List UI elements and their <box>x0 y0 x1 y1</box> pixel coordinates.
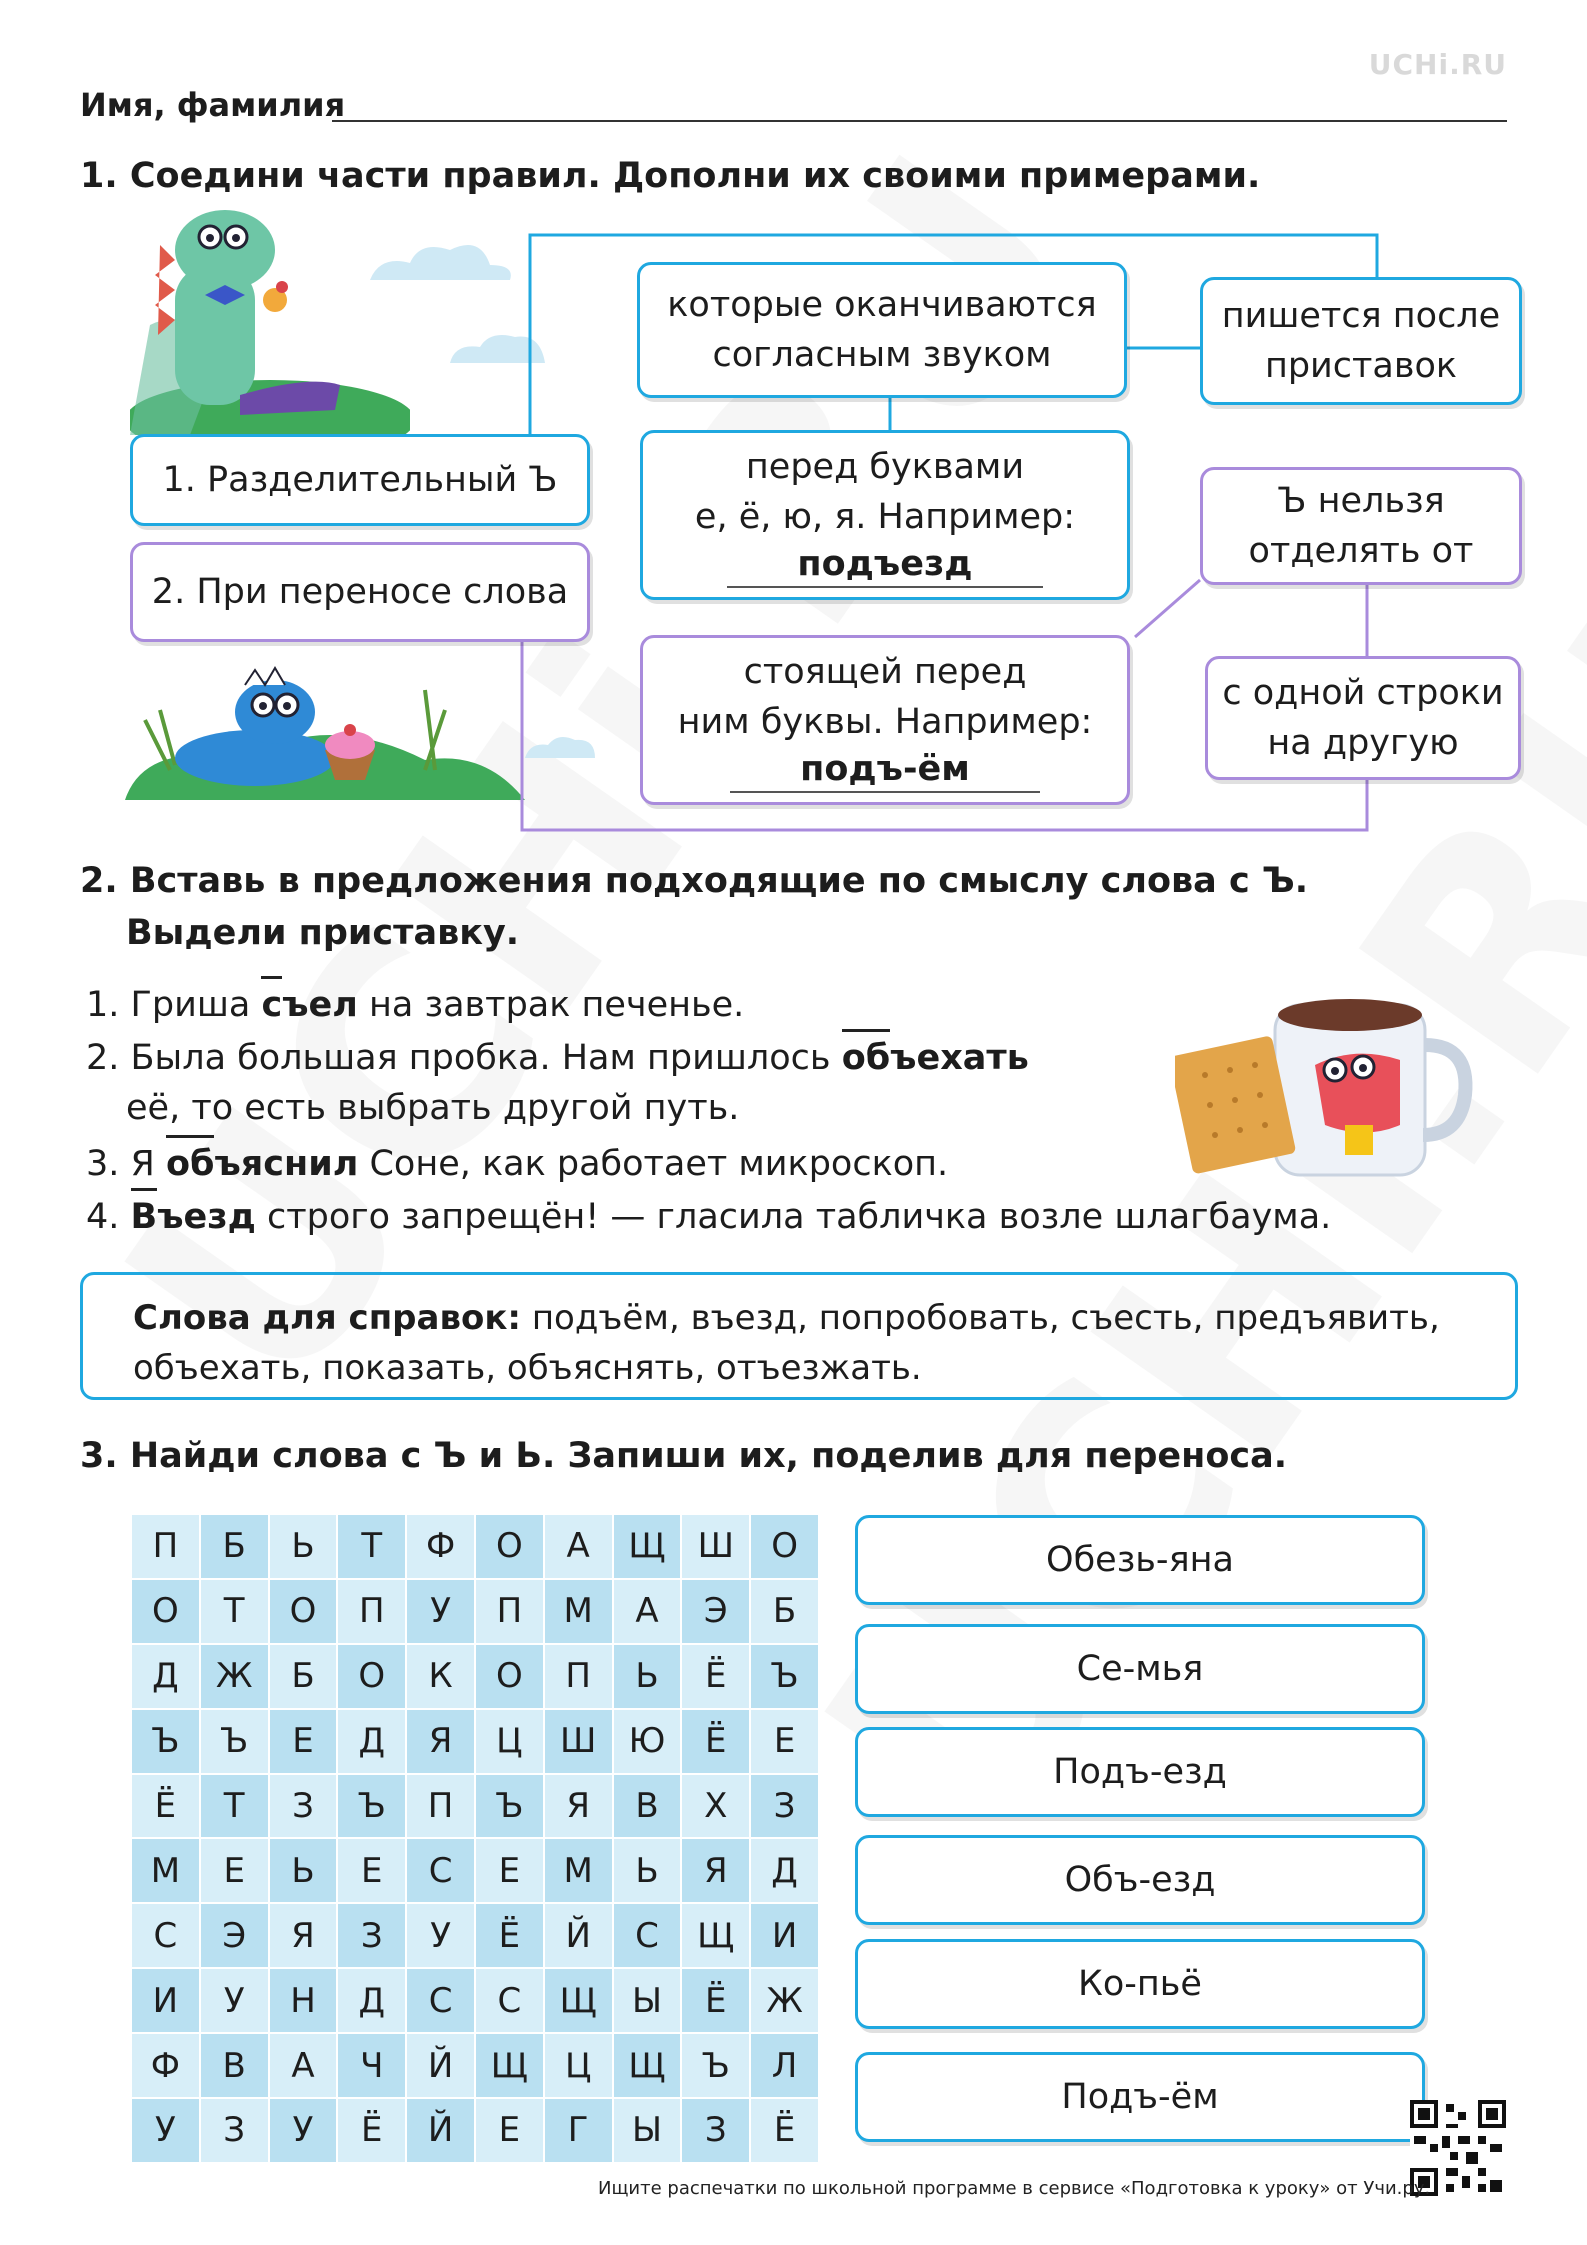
answer-text: Подъ-ём <box>1061 2077 1219 2117</box>
grid-cell[interactable]: Ь <box>269 1514 338 1579</box>
box-text: с одной строки <box>1222 673 1504 713</box>
grid-cell[interactable]: Ё <box>681 1968 750 2033</box>
grid-cell[interactable]: Щ <box>613 1514 682 1579</box>
grid-row <box>131 1838 819 1903</box>
grid-cell[interactable]: Ь <box>613 1644 682 1709</box>
prefix-mark: В <box>131 1188 158 1244</box>
grid-cell[interactable]: Т <box>200 1579 269 1644</box>
grid-row <box>131 2033 819 2098</box>
answer-box[interactable] <box>855 1515 1425 1605</box>
filled-word <box>131 1197 256 1237</box>
box-text: е, ё, ю, я. Например: <box>694 497 1076 537</box>
grid-cell[interactable]: Н <box>269 1968 338 2033</box>
grid-cell[interactable]: Ё <box>681 1644 750 1709</box>
grid-cell[interactable]: Щ <box>613 2033 682 2098</box>
grid-cell[interactable]: Ц <box>544 2033 613 2098</box>
grid-row <box>131 1903 819 1968</box>
box-text: приставок <box>1264 346 1458 386</box>
grid-cell[interactable]: Я <box>544 1774 613 1839</box>
sentence-number: 1. <box>86 985 120 1025</box>
grid-row <box>131 1709 819 1774</box>
grid-cell[interactable]: У <box>406 1903 475 1968</box>
rule-part-after-prefixes[interactable] <box>1200 277 1522 405</box>
grid-cell[interactable]: Ъ <box>131 1709 200 1774</box>
grid-cell[interactable]: Ж <box>750 1968 819 2033</box>
prefix-mark: об <box>166 1135 214 1191</box>
example-answer: подъезд <box>727 542 1042 588</box>
grid-cell[interactable]: В <box>613 1774 682 1839</box>
grid-cell[interactable]: Й <box>406 2098 475 2163</box>
grid-cell[interactable]: Т <box>337 1514 406 1579</box>
grid-cell[interactable]: Д <box>750 1838 819 1903</box>
word-rest: ъехать <box>890 1038 1029 1078</box>
rule-start-hyphenation[interactable] <box>130 542 590 642</box>
sentence-text: на завтрак печенье. <box>357 985 745 1025</box>
grid-cell[interactable]: Ъ <box>200 1709 269 1774</box>
grid-cell[interactable]: Ю <box>613 1709 682 1774</box>
answer-text: Се-мья <box>1076 1649 1204 1689</box>
grid-row <box>131 1968 819 2033</box>
grid-cell[interactable]: З <box>200 2098 269 2163</box>
grid-cell[interactable]: Й <box>544 1903 613 1968</box>
grid-cell[interactable]: Ъ <box>475 1774 544 1839</box>
grid-cell[interactable]: У <box>406 1579 475 1644</box>
box-text: 1. Разделительный Ъ <box>162 460 558 500</box>
sentence-text: Я <box>130 1144 166 1184</box>
grid-cell[interactable]: Ё <box>337 2098 406 2163</box>
grid-cell[interactable]: Х <box>681 1774 750 1839</box>
grid-cell[interactable]: Е <box>750 1709 819 1774</box>
grid-cell[interactable]: З <box>269 1774 338 1839</box>
grid-cell[interactable]: Щ <box>681 1903 750 1968</box>
grid-cell[interactable]: В <box>200 2033 269 2098</box>
answer-text: Подъ-езд <box>1053 1752 1227 1792</box>
grid-cell[interactable]: А <box>613 1579 682 1644</box>
box-text: согласным звуком <box>712 335 1052 375</box>
grid-cell[interactable]: Ё <box>131 1774 200 1839</box>
grid-cell[interactable]: Ь <box>613 1838 682 1903</box>
grid-cell[interactable]: Ч <box>337 2033 406 2098</box>
grid-cell[interactable]: С <box>613 1903 682 1968</box>
grid-cell[interactable]: К <box>406 1644 475 1709</box>
grid-cell[interactable]: П <box>544 1644 613 1709</box>
grid-row <box>131 2098 819 2163</box>
grid-cell[interactable]: Я <box>406 1709 475 1774</box>
grid-cell[interactable]: Ж <box>200 1644 269 1709</box>
sentence-1 <box>86 976 744 1032</box>
sentence-text: Соне, как работает микроскоп. <box>358 1144 949 1184</box>
answer-text: Объ-езд <box>1064 1860 1216 1900</box>
grid-cell[interactable]: Ы <box>613 1968 682 2033</box>
grid-cell[interactable]: Е <box>337 1838 406 1903</box>
answer-box[interactable] <box>855 2052 1425 2142</box>
grid-cell[interactable]: З <box>681 2098 750 2163</box>
sentence-number: 3. <box>86 1144 120 1184</box>
sentence-text: Гриша <box>130 985 262 1025</box>
example-answer: подъ-ём <box>730 747 1040 793</box>
filled-word <box>261 985 357 1025</box>
answer-box[interactable] <box>855 1939 1425 2029</box>
prefix-mark: об <box>842 1029 890 1085</box>
helper-words: объехать, показать, объяснять, отъезжать. <box>133 1348 922 1388</box>
prefix-mark: с <box>261 976 282 1032</box>
grid-row <box>131 1644 819 1709</box>
sentence-text: Была большая пробка. Нам пришлось <box>130 1038 842 1078</box>
box-text: на другую <box>1267 723 1459 763</box>
grid-cell[interactable]: У <box>131 2098 200 2163</box>
grid-cell[interactable]: Д <box>131 1644 200 1709</box>
helper-words-box <box>80 1272 1518 1400</box>
filled-word <box>166 1144 358 1184</box>
rule-start-hard-sign[interactable] <box>130 434 590 526</box>
grid-cell[interactable]: Д <box>337 1968 406 2033</box>
grid-cell[interactable]: П <box>475 1579 544 1644</box>
grid-cell[interactable]: М <box>131 1838 200 1903</box>
rule-part-preceding-letter[interactable] <box>640 635 1130 805</box>
box-text: ним буквы. Например: <box>677 702 1093 742</box>
helper-label: Слова для справок: <box>133 1298 522 1338</box>
grid-cell[interactable]: О <box>131 1579 200 1644</box>
uchi-logo: UCHi.RU <box>1368 48 1507 81</box>
word-rest: ъел <box>282 985 358 1025</box>
grid-cell[interactable]: С <box>475 1968 544 2033</box>
grid-cell[interactable]: Э <box>200 1903 269 1968</box>
answer-text: Ко-пьё <box>1078 1964 1202 2004</box>
grid-cell[interactable]: П <box>337 1579 406 1644</box>
box-text: 2. При переносе слова <box>151 572 569 612</box>
grid-cell[interactable]: А <box>269 2033 338 2098</box>
name-label: Имя, фамилия <box>80 86 346 124</box>
grid-cell[interactable]: Э <box>681 1579 750 1644</box>
grid-cell[interactable]: Т <box>200 1774 269 1839</box>
letter-grid <box>130 1513 820 2164</box>
answer-text: Обезь-яна <box>1046 1540 1234 1580</box>
box-text: стоящей перед <box>743 652 1027 692</box>
grid-cell[interactable]: М <box>544 1579 613 1644</box>
grid-cell[interactable]: Ъ <box>337 1774 406 1839</box>
task2-title-line: Выдели приставку. <box>126 913 520 953</box>
answer-box[interactable] <box>855 1624 1425 1714</box>
grid-cell[interactable]: Е <box>200 1838 269 1903</box>
grid-cell[interactable]: Щ <box>475 2033 544 2098</box>
grid-cell[interactable]: Б <box>750 1579 819 1644</box>
sentence-2-continued: её, то есть выбрать другой путь. <box>126 1088 740 1128</box>
grid-cell[interactable]: Ё <box>475 1903 544 1968</box>
sentence-text: строго запрещён! — гласила табличка возле шлагбаума. <box>255 1197 1332 1237</box>
filled-word <box>842 1038 1029 1078</box>
grid-cell[interactable]: П <box>406 1774 475 1839</box>
rule-part-line-to-line[interactable] <box>1205 656 1521 780</box>
grid-cell[interactable]: П <box>131 1514 200 1579</box>
grid-cell[interactable]: О <box>269 1579 338 1644</box>
grid-cell[interactable]: М <box>544 1838 613 1903</box>
grid-cell[interactable]: Ш <box>544 1709 613 1774</box>
grid-cell[interactable]: О <box>750 1514 819 1579</box>
rule-part-consonant-ending[interactable] <box>637 262 1127 398</box>
answer-box[interactable] <box>855 1835 1425 1925</box>
grid-row <box>131 1774 819 1839</box>
grid-cell[interactable]: О <box>337 1644 406 1709</box>
grid-cell[interactable]: Й <box>406 2033 475 2098</box>
grid-cell[interactable]: Е <box>475 1838 544 1903</box>
rule-part-cannot-separate[interactable] <box>1200 467 1522 585</box>
sentence-3 <box>86 1135 948 1191</box>
grid-cell[interactable]: З <box>337 1903 406 1968</box>
box-text: Ъ нельзя <box>1277 481 1445 521</box>
grid-cell[interactable]: О <box>475 1644 544 1709</box>
grid-cell[interactable]: И <box>131 1968 200 2033</box>
mug-and-cookie-illustration <box>1175 985 1475 1185</box>
grid-cell[interactable]: Ц <box>475 1709 544 1774</box>
grid-cell[interactable]: Щ <box>544 1968 613 2033</box>
grid-cell[interactable]: Е <box>269 1709 338 1774</box>
grid-cell[interactable]: И <box>750 1903 819 1968</box>
grid-cell[interactable]: Я <box>269 1903 338 1968</box>
task1-title: 1. Соедини части правил. Дополни их своими примерами. <box>80 156 1261 196</box>
grid-cell[interactable]: Ы <box>613 2098 682 2163</box>
grid-cell[interactable]: О <box>475 1514 544 1579</box>
sentence-4 <box>86 1188 1331 1244</box>
grid-cell[interactable]: У <box>269 2098 338 2163</box>
box-text: перед буквами <box>745 447 1025 487</box>
grid-cell[interactable]: Ё <box>681 1709 750 1774</box>
grid-cell[interactable]: Б <box>269 1644 338 1709</box>
grid-cell[interactable]: Б <box>200 1514 269 1579</box>
grid-cell[interactable]: Ъ <box>681 2033 750 2098</box>
grid-cell[interactable]: С <box>131 1903 200 1968</box>
sentence-number: 4. <box>86 1197 120 1237</box>
grid-cell[interactable]: Ф <box>131 2033 200 2098</box>
grid-row <box>131 1514 819 1579</box>
sentence-2 <box>86 1029 1029 1085</box>
grid-cell[interactable]: Д <box>337 1709 406 1774</box>
grid-cell[interactable]: С <box>406 1968 475 2033</box>
grid-cell[interactable]: З <box>750 1774 819 1839</box>
footer-text: Ищите распечатки по школьной программе в сервисе «Подготовка к уроку» от Учи.ру. <box>598 2178 1431 2199</box>
word-rest: ъяснил <box>214 1144 359 1184</box>
rule-part-before-letters[interactable] <box>640 430 1130 600</box>
grid-cell[interactable]: Ь <box>269 1838 338 1903</box>
grid-cell[interactable]: А <box>544 1514 613 1579</box>
grid-cell[interactable]: Ё <box>750 2098 819 2163</box>
grid-row <box>131 1579 819 1644</box>
grid-cell[interactable]: Ф <box>406 1514 475 1579</box>
box-text: которые оканчиваются <box>667 285 1097 325</box>
grid-cell[interactable]: Ъ <box>750 1644 819 1709</box>
task2-title-line: 2. Вставь в предложения подходящие по смыслу слова с Ъ. <box>80 861 1309 901</box>
task3-title: 3. Найди слова с Ъ и Ь. Запиши их, поделив для переноса. <box>80 1436 1288 1476</box>
grid-cell[interactable]: С <box>406 1838 475 1903</box>
helper-words: подъём, въезд, попробовать, съесть, предъявить, <box>521 1298 1440 1338</box>
box-text: пишется после <box>1221 296 1501 336</box>
task2-title <box>80 855 1308 959</box>
grid-cell[interactable]: Ш <box>681 1514 750 1579</box>
word-rest: ъезд <box>157 1197 256 1237</box>
grid-cell[interactable]: Л <box>750 2033 819 2098</box>
sentence-number: 2. <box>86 1038 120 1078</box>
grid-cell[interactable]: Я <box>681 1838 750 1903</box>
grid-cell[interactable]: Е <box>475 2098 544 2163</box>
grid-cell[interactable]: Г <box>544 2098 613 2163</box>
grid-cell[interactable]: У <box>200 1968 269 2033</box>
answer-box[interactable] <box>855 1727 1425 1817</box>
box-text: отделять от <box>1248 531 1474 571</box>
